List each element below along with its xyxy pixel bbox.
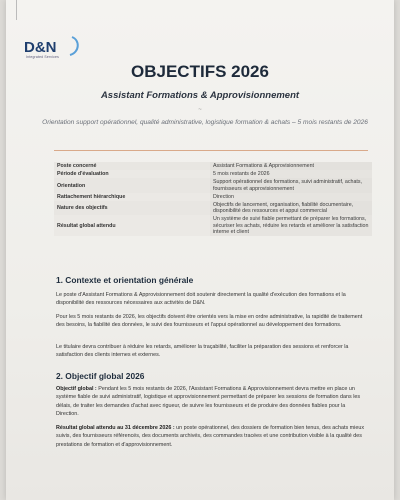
info-table-key: Rattachement hiérarchique (54, 193, 210, 201)
info-table-row (54, 193, 372, 201)
section-1-paragraph-1: Le poste d'Assistant Formations & Approvisionnement doit soutenir directement la qualité d'exécution des formations et la disponibilité des ressources nécessaires aux activités de D&N. (56, 292, 346, 307)
info-table-row (54, 201, 372, 215)
info-table-row (54, 215, 372, 236)
info-table-value: 5 mois restants de 2026 (210, 170, 372, 178)
info-table-row (54, 170, 372, 178)
objective-label: Objectif global : (56, 386, 97, 392)
info-table-value: Assistant Formations & Approvisionnement (210, 162, 372, 170)
objective-text: Pendant les 5 mois restants de 2026, l'Assistant Formations & Approvisionnement devra mettre en place un système fiable de suivi administratif, logistique et approvisionnement permettant de préparer les sessions de formation dans les délais, de traiter les demandes d'achat avec rigueur, de suivre les fournisseurs et de produire des données fiables pour la Direction. (56, 386, 361, 417)
separator-tilde: ~ (198, 107, 202, 113)
document-page (6, 0, 394, 500)
info-table (54, 162, 372, 236)
page-title: OBJECTIFS 2026 (131, 62, 269, 81)
info-table-key: Nature des objectifs (54, 201, 210, 215)
info-table-row (54, 162, 372, 170)
page-fold-mark (6, 0, 17, 20)
page-description: Orientation support opérationnel, qualité administrative, logistique formation & achats – 5 mois restants de 2026 (42, 119, 368, 126)
info-table-value: Objectifs de lancement, organisation, fiabilité documentaire, disponibilité des ressources et appui commercial (210, 201, 372, 215)
section-1-heading: 1. Contexte et orientation générale (56, 275, 194, 285)
result-text: un poste opérationnel, des dossiers de formation bien tenus, des achats mieux suivis, des fournisseurs référencés, des documents archivés, des commandes tracées et une contribution visible à la qualité des prestations de formation et d'approvisionnement. (56, 425, 365, 448)
logo-tagline: Integrated Services (26, 55, 60, 59)
info-table-key: Résultat global attendu (54, 215, 210, 236)
section-2-heading: 2. Objectif global 2026 (56, 371, 145, 381)
info-table-value: Support opérationnel des formations, suivi administratif, achats, fournisseurs et approvisionnement (210, 178, 372, 192)
divider-rule (54, 150, 368, 151)
info-table-key: Période d'évaluation (54, 170, 210, 178)
info-table-value: Direction (210, 193, 372, 201)
info-table-row (54, 178, 372, 192)
info-table-key: Poste concerné (54, 162, 210, 170)
info-table-value: Un système de suivi fiable permettant de préparer les formations, sécuriser les achats, réduire les retards et améliorer la satisfaction interne et client (210, 215, 372, 236)
svg-text:D&N: D&N (24, 39, 57, 56)
section-1-paragraph-3: Le titulaire devra contribuer à réduire les retards, améliorer la traçabilité, faciliter la préparation des sessions et renforcer la satisfaction des clients internes et externes. (56, 344, 349, 359)
section-2-paragraph-2 (56, 424, 366, 449)
info-table-key: Orientation (54, 178, 210, 192)
section-1-paragraph-2: Pour les 5 mois restants de 2026, les objectifs doivent être orientés vers la mise en ordre administrative, la rapidité de traitement des besoins, la fiabilité des données, le suivi des fournisseurs et l'appui opérationnel au développement des formations. (56, 314, 363, 329)
section-2-paragraph-1 (56, 385, 366, 418)
page-subtitle: Assistant Formations & Approvisionnement (100, 90, 300, 101)
result-label: Résultat global attendu au 31 décembre 2026 : (56, 425, 175, 431)
